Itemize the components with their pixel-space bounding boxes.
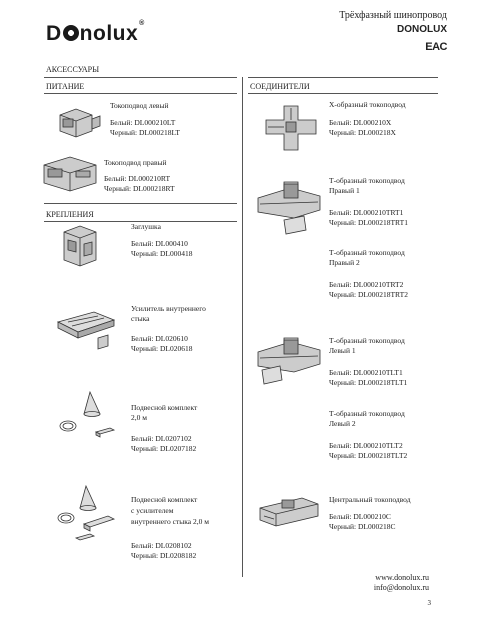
connector-item-black: Черный: DL000218TLT1 [329, 378, 408, 387]
section-power: ПИТАНИЕ [46, 82, 85, 91]
connector-item-name: Т-образный токоподвод [329, 248, 405, 257]
mount-item-name-2: с усилителем [131, 506, 174, 515]
mount-item-name: Заглушка [131, 222, 161, 231]
power-item-name: Токоподвод правый [104, 158, 167, 167]
column-divider [242, 77, 243, 577]
mount-item-name: Подвесной комплект [131, 495, 198, 504]
connector-item-name-2: Левый 1 [329, 346, 356, 355]
mount-item-white: Белый: DL0207102 [131, 434, 192, 443]
mount-item-black: Черный: DL0208182 [131, 551, 197, 560]
brand-logo: D nolux® [46, 20, 145, 45]
mount-item-black: Черный: DL020618 [131, 344, 193, 353]
mount-item-name-3: внутреннего стыка 2,0 м [131, 517, 209, 526]
t-connector-left-image [254, 336, 324, 393]
connector-item-name: Т-образный токоподвод [329, 336, 405, 345]
center-feed-image [256, 494, 322, 539]
mount-item-name: Подвесной комплект [131, 403, 198, 412]
mount-item-black: Черный: DL0207182 [131, 444, 197, 453]
right-feed-image [40, 153, 100, 200]
connector-item-white: Белый: DL000210TRT1 [329, 208, 404, 217]
mount-item-name: Усилитель внутреннего [131, 304, 206, 313]
mount-item-white: Белый: DL020610 [131, 334, 188, 343]
footer-email[interactable]: info@donolux.ru [373, 583, 429, 592]
power-item-name: Токоподвод левый [110, 101, 169, 110]
t-connector-right-image [254, 180, 324, 241]
power-item-black: Черный: DL000218RT [104, 184, 175, 193]
connector-item-name-2: Правый 2 [329, 258, 360, 267]
divider [44, 77, 237, 78]
page-number: 3 [427, 599, 431, 607]
section-mounts: КРЕПЛЕНИЯ [46, 210, 94, 219]
logo-o-icon [63, 25, 79, 41]
connector-item-black: Черный: DL000218TRT1 [329, 218, 408, 227]
catalog-title: Трёхфазный шинопровод [339, 10, 447, 21]
connector-item-name-2: Левый 2 [329, 419, 356, 428]
mount-item-white: Белый: DL0208102 [131, 541, 192, 550]
divider [44, 93, 237, 94]
catalog-brand: DONOLUX [397, 24, 447, 35]
x-connector-image [262, 102, 320, 159]
connector-item-name: Т-образный токоподвод [329, 409, 405, 418]
connector-item-black: Черный: DL000218TRT2 [329, 290, 408, 299]
connector-item-black: Черный: DL000218TLT2 [329, 451, 408, 460]
suspension-kit-reinforced-image [54, 484, 120, 553]
connector-item-name: Х-образный токоподвод [329, 100, 406, 109]
connector-item-white: Белый: DL000210C [329, 512, 391, 521]
mount-item-name-2: 2,0 м [131, 413, 147, 422]
mount-item-white: Белый: DL000410 [131, 239, 188, 248]
left-feed-image [54, 101, 102, 146]
connector-item-name: Центральный токоподвод [329, 495, 411, 504]
mount-item-black: Черный: DL000418 [131, 249, 193, 258]
connector-item-name: Т-образный токоподвод [329, 176, 405, 185]
power-item-white: Белый: DL000210LT [110, 118, 176, 127]
footer-website[interactable]: www.donolux.ru [375, 573, 429, 582]
connector-item-white: Белый: DL000210TLT1 [329, 368, 403, 377]
connector-item-white: Белый: DL000210TRT2 [329, 280, 404, 289]
connector-item-white: Белый: DL000210X [329, 118, 392, 127]
section-connectors: СОЕДИНИТЕЛИ [250, 82, 310, 91]
connector-item-name-2: Правый 1 [329, 186, 360, 195]
end-cap-image [58, 222, 102, 275]
connector-item-black: Черный: DL000218C [329, 522, 396, 531]
power-item-black: Черный: DL000218LT [110, 128, 180, 137]
divider [248, 77, 438, 78]
suspension-kit-image [56, 388, 122, 453]
divider [44, 203, 237, 204]
connector-item-white: Белый: DL000210TLT2 [329, 441, 403, 450]
connector-item-black: Черный: DL000218X [329, 128, 396, 137]
eac-mark: EAC [425, 41, 447, 53]
power-item-white: Белый: DL000210RT [104, 174, 171, 183]
section-accessories: АКСЕССУАРЫ [46, 65, 100, 74]
divider [248, 93, 438, 94]
mount-item-name-2: стыка [131, 314, 150, 323]
joint-reinforcer-image [54, 308, 118, 355]
